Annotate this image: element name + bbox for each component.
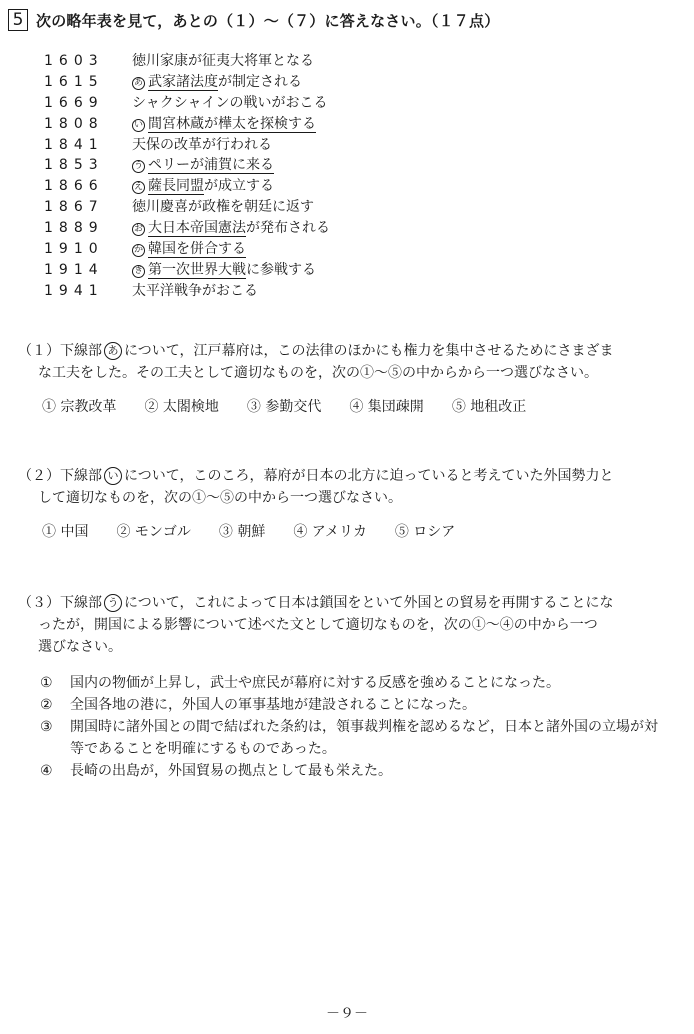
- q1-choice[interactable]: ⑤ 地租改正: [451, 399, 527, 415]
- timeline-year: 1669: [44, 94, 104, 111]
- q1-choice[interactable]: ② 太閤検地: [144, 399, 219, 415]
- q3-statement[interactable]: [40, 694, 668, 716]
- q1-choices: [18, 396, 668, 418]
- q3-statement-text: 開国時に諸外国との間で結ばれた条約は，領事裁判権を認めるなど，日本と諸外国の立場が対等であることを明確にするものであった。: [70, 719, 658, 757]
- q3-statement-text: 長崎の出島が，外国貿易の拠点として最も栄えた。: [70, 763, 392, 779]
- timeline-marker: あ: [133, 77, 143, 88]
- page-number: －９－: [326, 1006, 368, 1022]
- timeline-text: 徳川家康が征夷大将軍となる: [132, 53, 314, 69]
- timeline-marker: か: [133, 245, 143, 256]
- q2-line2: して適切なものを，次の①～⑤の中から一つ選びなさい。: [38, 490, 402, 506]
- timeline-year: 1941: [44, 282, 104, 299]
- q2-choice[interactable]: ② モンゴル: [116, 524, 191, 540]
- timeline-event: [132, 259, 316, 279]
- timeline-year: 1853: [44, 157, 104, 174]
- question-2: [18, 465, 668, 543]
- q3-statement-text: 国内の物価が上昇し，武士や庶民が幕府に対する反感を強めることになった。: [70, 675, 560, 691]
- timeline-year: 1603: [44, 53, 104, 69]
- timeline-row: [44, 238, 330, 259]
- timeline-underlined-text: 間宮林蔵が樺太を探検する: [148, 115, 316, 132]
- q3-statement-number: ④: [40, 763, 53, 779]
- timeline-marker: き: [133, 265, 143, 276]
- q2-line1: について，このころ，幕府が日本の北方に迫っていると考えていた外国勢力と: [124, 468, 614, 484]
- timeline-year: 1889: [44, 220, 104, 237]
- question-3: [18, 592, 668, 782]
- timeline-row: [44, 134, 330, 155]
- timeline-text: が制定される: [218, 73, 302, 90]
- timeline-underlined-text: 第一次世界大戦: [148, 261, 246, 278]
- timeline-row: [44, 50, 330, 71]
- timeline-underlined-text: 薩長同盟: [148, 178, 204, 195]
- q3-statement-text: 全国各地の港に，外国人の軍事基地が建設されることになった。: [70, 697, 476, 713]
- timeline-underlined-text: ペリーが浦賀に来る: [148, 157, 274, 174]
- timeline-event: [132, 92, 327, 112]
- q3-statement-number: ②: [40, 697, 53, 713]
- timeline-row: [44, 280, 330, 301]
- timeline-marker: え: [133, 182, 143, 193]
- timeline-event: [132, 238, 246, 258]
- q3-prefix: （３）下線部: [18, 595, 102, 611]
- timeline-row: [44, 154, 330, 175]
- timeline-marker: い: [133, 119, 143, 130]
- timeline-year: 1808: [44, 115, 104, 132]
- question-1: [18, 340, 668, 418]
- q2-choice[interactable]: ⑤ ロシア: [394, 524, 456, 540]
- q3-statement-number: ①: [40, 675, 53, 691]
- question-header: [8, 8, 499, 32]
- timeline-year: 1866: [44, 178, 104, 195]
- q2-choice[interactable]: ④ アメリカ: [293, 524, 367, 540]
- timeline-event: [132, 217, 330, 237]
- timeline-row: [44, 196, 330, 217]
- q1-line1: について，江戸幕府は，この法律のほかにも権力を集中させるためにさまざま: [124, 343, 614, 359]
- question-number-box: 5: [8, 9, 28, 31]
- timeline-event: [132, 50, 314, 70]
- timeline-year: 1910: [44, 241, 104, 258]
- timeline-underlined-text: 大日本帝国憲法: [148, 220, 246, 237]
- timeline-event: [132, 113, 316, 133]
- q3-statement-number: ③: [40, 719, 53, 735]
- q3-statement[interactable]: [40, 716, 668, 760]
- timeline-text: 徳川慶喜が政権を朝廷に返す: [132, 199, 314, 216]
- q3-line2: ったが，開国による影響について述べた文として適切なものを，次の①～④の中から一つ: [38, 617, 598, 633]
- timeline-row: [44, 175, 330, 196]
- timeline-marker: う: [133, 161, 143, 172]
- timeline-marker: お: [133, 224, 143, 235]
- timeline-event: [132, 134, 272, 154]
- timeline-text: 太平洋戦争がおこる: [132, 282, 258, 299]
- q2-choice[interactable]: ① 中国: [42, 524, 89, 540]
- timeline-underlined-text: 韓国を併合する: [148, 241, 246, 258]
- timeline-year: 1914: [44, 261, 104, 278]
- timeline-event: [132, 280, 258, 300]
- timeline-event: [132, 196, 314, 216]
- q1-choice[interactable]: ④ 集団疎開: [349, 399, 424, 415]
- timeline-text: 天保の改革が行われる: [132, 136, 272, 153]
- q1-choice[interactable]: ① 宗教改革: [42, 399, 117, 415]
- q3-line3: 選びなさい。: [38, 639, 122, 655]
- q3-statement[interactable]: [40, 760, 668, 782]
- timeline-text: が成立する: [204, 178, 274, 195]
- q2-choice[interactable]: ③ 朝鮮: [218, 524, 266, 540]
- timeline-row: [44, 71, 330, 92]
- q1-choice[interactable]: ③ 参勤交代: [246, 399, 322, 415]
- q3-statements: [18, 672, 668, 782]
- timeline-year: 1841: [44, 136, 104, 153]
- timeline-event: [132, 175, 274, 195]
- q3-statement[interactable]: [40, 672, 668, 694]
- timeline-year: 1615: [44, 73, 104, 90]
- timeline-event: [132, 71, 302, 91]
- q2-marker: い: [104, 467, 122, 485]
- q2-choices: [18, 521, 668, 543]
- question-instruction: 次の略年表を見て，あとの（１）～（７）に答えなさい。（１７点）: [36, 11, 500, 30]
- q3-line1: について，これによって日本は鎖国をといて外国との貿易を再開することにな: [124, 595, 614, 611]
- timeline-year: 1867: [44, 199, 104, 216]
- timeline-row: [44, 113, 330, 134]
- timeline-event: [132, 154, 274, 174]
- timeline-text: シャクシャインの戦いがおこる: [132, 94, 328, 111]
- timeline: [44, 50, 330, 301]
- timeline-row: [44, 259, 330, 280]
- timeline-text: が発布される: [246, 220, 330, 237]
- q1-prefix: （１）下線部: [18, 343, 102, 359]
- q2-prefix: （２）下線部: [18, 468, 102, 484]
- q1-line2: な工夫をした。その工夫として適切なものを，次の①～⑤の中からから一つ選びなさい。: [38, 365, 598, 381]
- q1-marker: あ: [104, 342, 122, 360]
- timeline-text: に参戦する: [246, 261, 316, 278]
- timeline-underlined-text: 武家諸法度: [148, 73, 218, 90]
- q3-marker: う: [104, 594, 122, 612]
- timeline-row: [44, 92, 330, 113]
- timeline-row: [44, 217, 330, 238]
